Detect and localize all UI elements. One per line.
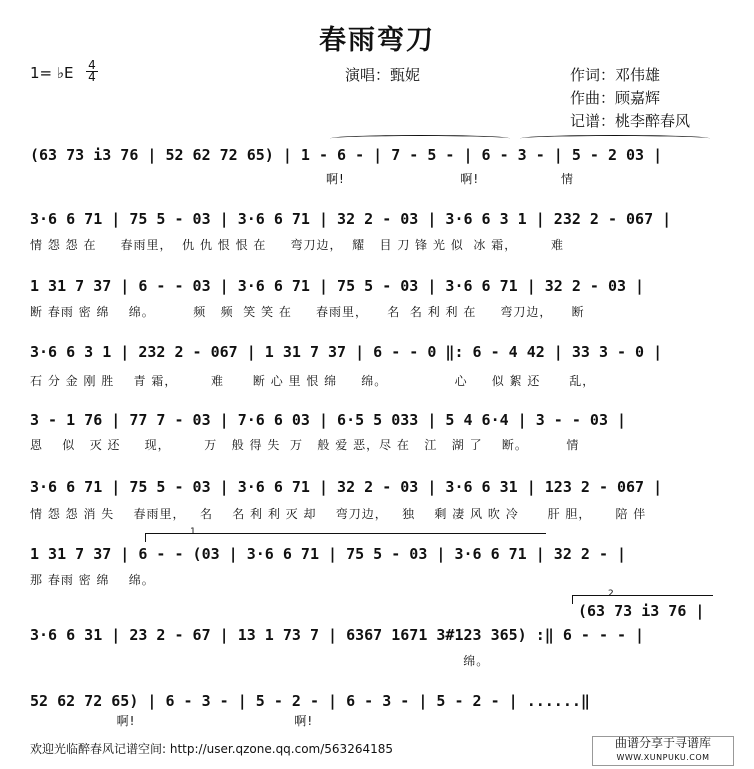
lyrics-row-9: 绵。 [30, 654, 490, 668]
notation-row-4: 3·6 6 3 1 | 232 2 - 067 | 1 31 7 37 | 6 - - 0 ‖: 6 - 4 42 | 33 3 - 0 | [30, 343, 663, 361]
key-signature: 1= ♭E [30, 64, 74, 82]
lyrics-row-3: 断 春雨 密 绵 绵。 频 频 笑 笑 在 春雨里， 名 名 利 利 在 弯刀边， 断 [30, 305, 585, 319]
notation-row-6: 3·6 6 71 | 75 5 - 03 | 3·6 6 71 | 32 2 - 03 | 3·6 6 31 | 123 2 - 067 | [30, 478, 663, 496]
lyrics-row-4: 石 分 金 刚 胜 青 霜， 难 断 心 里 恨 绵 绵。 心 似 絮 还 乱， [30, 374, 596, 388]
lyrics-row-10: 啊! 啊! [30, 714, 314, 728]
slur-mark [330, 135, 510, 142]
notation-row-7: 1 31 7 37 | 6 - - (03 | 3·6 6 71 | 75 5 - 03 | 3·6 6 71 | 32 2 - | [30, 545, 627, 563]
lyrics-row-2: 情 怨 怨 在 春雨里， 仇 仇 恨 恨 在 弯刀边， 耀 目 刀 锋 光 似 冰 霜， 难 [30, 238, 564, 252]
notation-row-9: 3·6 6 31 | 23 2 - 67 | 13 1 73 7 | 6367 1671 3#123 365) :‖ 6 - - - | [30, 626, 645, 644]
lyricist: 作词：邓伟雄 [570, 66, 661, 84]
notation-row-5: 3 - 1 76 | 77 7 - 03 | 7·6 6 03 | 6·5 5 033 | 5 4 6·4 | 3 - - 03 | [30, 411, 627, 429]
lyrics-row-6: 情 怨 怨 消 失 春雨里， 名 名 利 利 灭 却 弯刀边， 独 剩 凄 风 吹 冷 肝 胆， 陪 伴 [30, 507, 647, 521]
singer: 演唱：甄妮 [345, 66, 421, 84]
notation-row-10: 52 62 72 65) | 6 - 3 - | 5 - 2 - | 6 - 3 - | 5 - 2 - | ......‖ [30, 692, 590, 710]
volta-number-2: 2 [608, 589, 614, 599]
lyrics-row-1: 啊! 啊! 情 [326, 172, 575, 186]
volta-bracket-1 [145, 533, 546, 542]
logo-url: WWW.XUNPUKU.COM [616, 753, 710, 762]
notation-row-3: 1 31 7 37 | 6 - - 03 | 3·6 6 71 | 75 5 - 03 | 3·6 6 71 | 32 2 - 03 | [30, 277, 645, 295]
notation-row-1: (63 73 i3 76 | 52 62 72 65) | 1 - 6 - | 7 - 5 - | 6 - 3 - | 5 - 2 03 | [30, 146, 663, 164]
composer: 作曲：顾嘉辉 [570, 89, 661, 107]
slur-mark [520, 135, 710, 142]
time-signature-bottom: 4 [88, 70, 96, 84]
notation-row-8: (63 73 i3 76 | [578, 602, 705, 620]
notation-row-2: 3·6 6 71 | 75 5 - 03 | 3·6 6 71 | 32 2 - 03 | 3·6 6 3 1 | 232 2 - 067 | [30, 210, 672, 228]
footer-credit: 欢迎光临醉春风记谱空间: http://user.qzone.qq.com/563264185 [30, 742, 394, 756]
site-logo [592, 736, 734, 766]
volta-number-1: 1 [190, 527, 196, 537]
song-title: 春雨弯刀 [319, 25, 435, 56]
time-signature [86, 60, 98, 83]
lyrics-row-7: 那 春雨 密 绵 绵。 [30, 573, 155, 587]
logo-text: 曲谱分享于寻谱库 [614, 736, 711, 750]
transcriber: 记谱：桃李醉春风 [570, 112, 691, 130]
lyrics-row-5: 恩 似 灭 还 现， 万 般 得 失 万 般 爱 恶，尽 在 江 湖 了 断。 情 [30, 438, 580, 452]
time-signature-top: 4 [88, 58, 96, 72]
